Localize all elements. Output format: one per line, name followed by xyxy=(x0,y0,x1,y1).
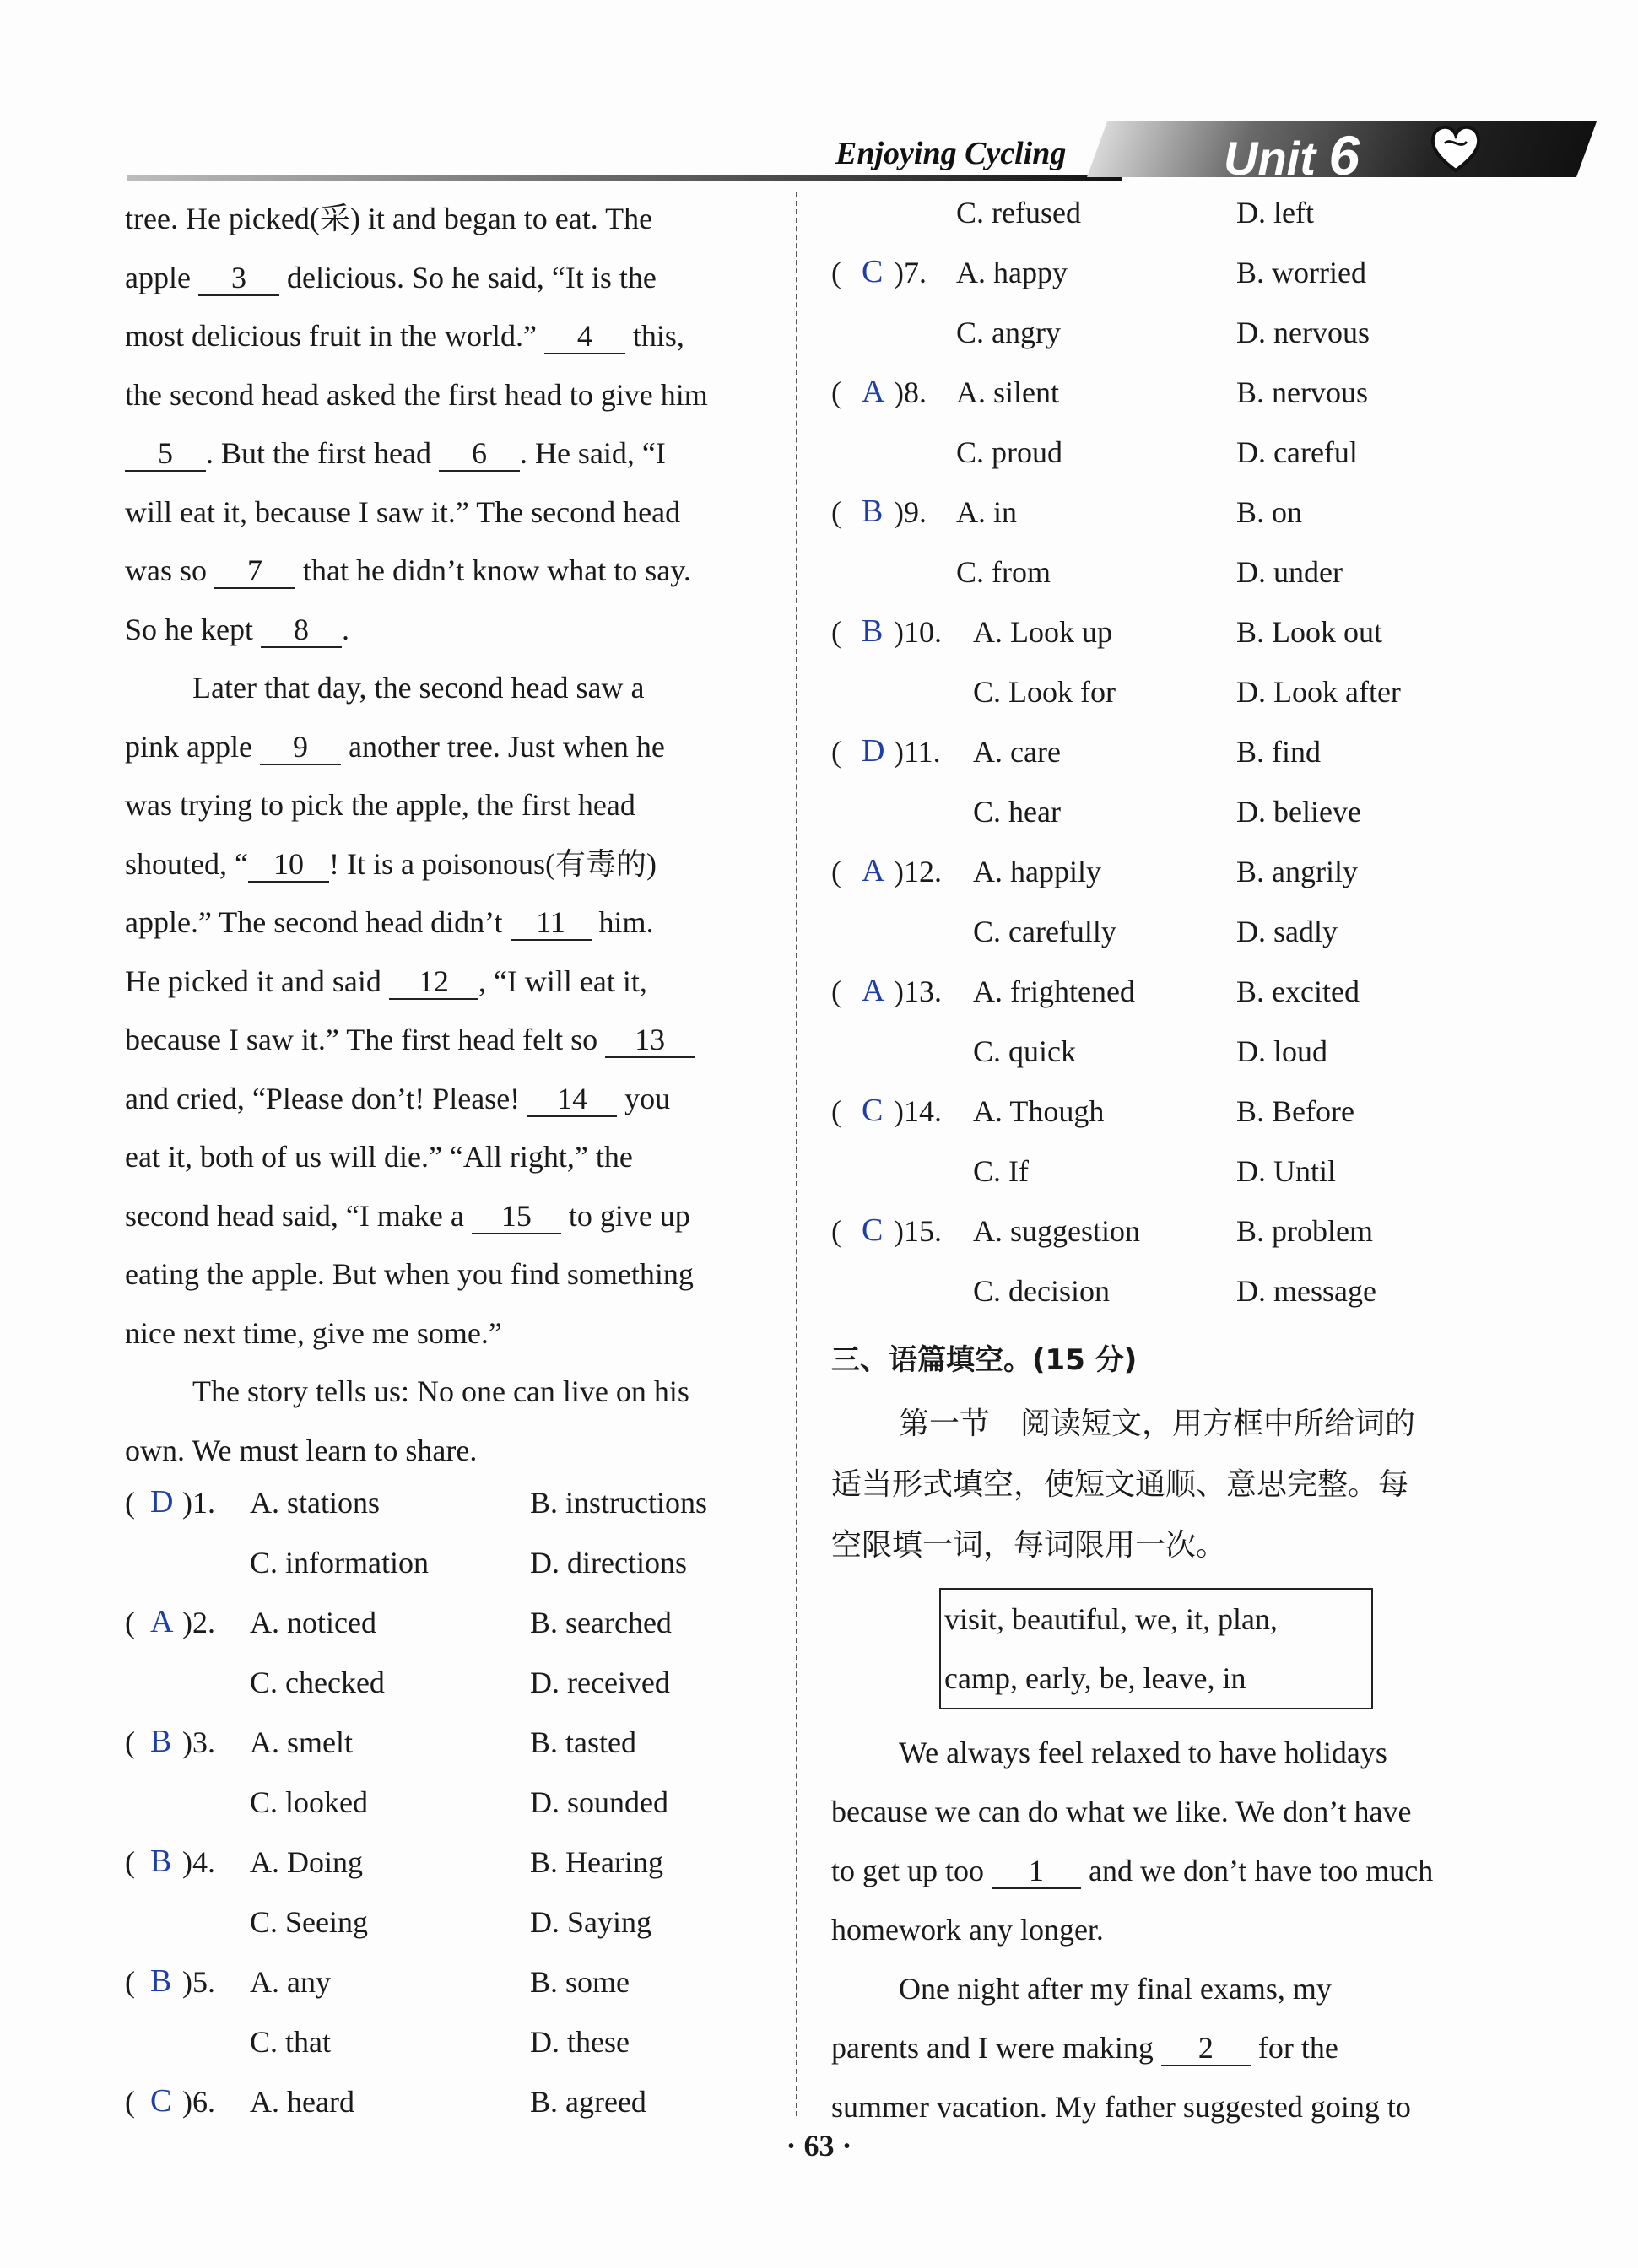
option-d: D. sounded xyxy=(530,1785,668,1819)
word-bank-line: visit, beautiful, we, it, plan, xyxy=(944,1602,1278,1636)
question-row-cont xyxy=(831,1029,1481,1088)
option-a: A. Look up xyxy=(973,615,1112,649)
option-b: B. instructions xyxy=(530,1486,708,1520)
option-a: A. heard xyxy=(250,2085,354,2119)
option-b: B. angrily xyxy=(1236,855,1358,888)
option-c: C. from xyxy=(956,555,1051,589)
header-rule xyxy=(127,176,1122,181)
unit-title xyxy=(1224,123,1360,187)
blank-10: 10 xyxy=(248,847,329,883)
answer: C xyxy=(862,1093,884,1128)
option-a: A. happy xyxy=(956,256,1068,289)
blank-8: 8 xyxy=(261,613,342,648)
word-bank-box xyxy=(939,1588,1373,1709)
option-a: A. suggestion xyxy=(973,1214,1140,1248)
blank-6: 6 xyxy=(439,436,520,472)
option-c: C. If xyxy=(973,1154,1029,1188)
question-row-cont xyxy=(125,1899,766,1959)
option-c: C. hear xyxy=(973,795,1061,829)
blank-4: 4 xyxy=(544,319,625,354)
question-row-cont xyxy=(831,310,1481,370)
option-d: D. left xyxy=(1236,196,1314,230)
blank-7: 7 xyxy=(214,554,295,589)
header-subtitle: Enjoying Cycling xyxy=(835,136,1067,171)
passage-paragraph-1: We always feel relaxed to have holidays because we can do what we like. We don’t have to get up too 1 and we don’t have too much homework any longer. xyxy=(831,1736,1434,1947)
question-row: ( B )9. A. in B. on xyxy=(831,494,1303,529)
option-b: B. nervous xyxy=(1236,375,1368,409)
column-divider xyxy=(796,192,799,2116)
question-row: ( C )6. A. heard B. agreed xyxy=(125,2083,646,2119)
question-row: ( B )5. A. any B. some xyxy=(125,1963,630,1999)
question-row-cont xyxy=(831,669,1481,729)
right-column xyxy=(831,190,1481,2136)
story-paragraph-2: Later that day, the second head saw a pink apple 9 another tree. Just when he was trying to pick the apple, the first head shouted, “ 10 ! It is a poisonous(有毒的) apple.” The second head didn’t 11 him. He picked it and said 12 , “I will eat it, because I saw it.” The first head felt so 13 and cried, “Please don’t! Please! 14 you eat it, both of us will die.” “All right,” the second head said, “I make a 15 to give up eating the apple. But when you find something nice next time, give me some.” xyxy=(125,671,694,1350)
blank-14: 14 xyxy=(527,1082,617,1117)
story-paragraph-3: The story tells us: No one can live on his own. We must learn to share. xyxy=(125,1374,689,1467)
question-row-cont xyxy=(831,1148,1481,1208)
question-list-right xyxy=(831,250,1481,1328)
blank-5: 5 xyxy=(125,436,206,472)
option-d: D. Saying xyxy=(530,1905,651,1939)
blank-2: 2 xyxy=(1161,2031,1251,2066)
option-b: B. worried xyxy=(1236,256,1366,289)
answer: B xyxy=(862,613,884,649)
question-row: ( C )15. A. suggestion B. problem xyxy=(831,1212,1373,1248)
option-d: D. these xyxy=(530,2025,630,2059)
unit-label: Unit xyxy=(1224,132,1316,185)
story-paragraph-1: tree. He picked(采) it and began to eat. The apple 3 delicious. So he said, “It is the most delicious fruit in the world.” 4 this, the second head asked the first head to give him 5 . But the first head 6 . He said, “I will eat it, because I saw it.” The second head was so 7 that he didn’t know what to say. So he kept 8 . xyxy=(125,202,708,646)
answer: D xyxy=(150,1484,174,1520)
option-d: D. loud xyxy=(1236,1034,1327,1068)
option-c: C. Seeing xyxy=(250,1905,368,1939)
option-a: A. happily xyxy=(973,855,1101,888)
question-row: ( B )3. A. smelt B. tasted xyxy=(125,1724,636,1759)
option-b: B. some xyxy=(530,1965,630,1999)
answer: B xyxy=(150,1844,172,1879)
question-row: ( D )11. A. care B. find xyxy=(831,733,1322,769)
blank-13: 13 xyxy=(605,1023,695,1058)
option-d: D. believe xyxy=(1236,795,1361,829)
option-a: A. any xyxy=(250,1965,331,1999)
option-c: C. refused xyxy=(956,196,1081,230)
option-a: A. frightened xyxy=(973,975,1135,1008)
question-row: ( A )2. A. noticed B. searched xyxy=(125,1604,672,1639)
blank-11: 11 xyxy=(511,905,592,941)
option-a: A. care xyxy=(973,735,1061,769)
option-a: A. smelt xyxy=(250,1725,353,1759)
answer: C xyxy=(862,254,884,289)
option-a: A. silent xyxy=(956,375,1059,409)
option-d: D. received xyxy=(530,1666,670,1699)
answer: A xyxy=(862,853,885,888)
open-paren: ( xyxy=(125,1486,135,1520)
option-c: C. carefully xyxy=(973,915,1116,948)
option-c: C. Look for xyxy=(973,675,1116,709)
option-d: D. Look after xyxy=(1236,675,1401,709)
question-row: ( B )10. A. Look up B. Look out xyxy=(831,613,1383,649)
option-c: C. that xyxy=(250,2025,331,2059)
question-row: ( A )12. A. happily B. angrily xyxy=(831,853,1358,888)
question-row: ( B )4. A. Doing B. Hearing xyxy=(125,1844,663,1879)
option-a: A. stations xyxy=(250,1486,381,1520)
word-bank-line: camp, early, be, leave, in xyxy=(944,1661,1246,1695)
question-row: ( D )1. A. stations B. instructions xyxy=(125,1484,708,1520)
question-row: ( C )7. A. happy B. worried xyxy=(831,254,1366,289)
question-row-cont xyxy=(125,2019,766,2079)
option-b: B. excited xyxy=(1236,975,1360,1008)
answer: C xyxy=(150,2083,172,2119)
option-b: B. on xyxy=(1236,495,1303,529)
section-title: 三、语篇填空。(15 分) xyxy=(831,1343,1138,1377)
option-c: C. decision xyxy=(973,1274,1110,1308)
question-row-cont xyxy=(125,1540,766,1600)
question-row-cont xyxy=(125,1779,766,1839)
question-row-cont xyxy=(831,429,1481,489)
option-b: B. Hearing xyxy=(530,1845,663,1879)
question-row-cont xyxy=(831,190,1481,250)
question-row: ( C )14. A. Though B. Before xyxy=(831,1093,1354,1128)
passage-paragraph-2: One night after my final exams, my parents and I were making 2 for the summer vacation. My father suggested going to xyxy=(831,1972,1411,2124)
option-d: D. Until xyxy=(1236,1154,1337,1188)
option-c: C. checked xyxy=(250,1666,385,1699)
option-c: C. angry xyxy=(956,316,1061,349)
option-c: C. quick xyxy=(973,1034,1076,1068)
question-row-cont xyxy=(831,1268,1481,1328)
option-a: A. in xyxy=(956,495,1017,529)
question-row-cont xyxy=(831,909,1481,969)
blank-12: 12 xyxy=(389,964,478,1000)
section-instructions: 第一节 阅读短文，用方框中所给词的 适当形式填空，使短文通顺、意思完整。每 空限填一词，每词限用一次。 xyxy=(831,1407,1416,1563)
option-a: A. Doing xyxy=(250,1845,363,1879)
answer: A xyxy=(862,973,885,1008)
blank-1: 1 xyxy=(992,1854,1081,1889)
answer: C xyxy=(862,1212,884,1248)
option-b: B. Before xyxy=(1236,1094,1354,1128)
question-row-cont xyxy=(831,789,1481,849)
option-b: B. searched xyxy=(530,1606,672,1639)
answer: B xyxy=(862,494,884,529)
blank-3: 3 xyxy=(198,261,279,296)
question-row-cont xyxy=(125,1660,766,1720)
option-d: D. careful xyxy=(1236,435,1358,469)
blank-9: 9 xyxy=(260,730,341,765)
option-b: B. problem xyxy=(1236,1214,1373,1248)
question-row: ( A )8. A. silent B. nervous xyxy=(831,374,1368,409)
answer: D xyxy=(862,733,885,769)
answer: B xyxy=(150,1724,172,1759)
question-list-left xyxy=(125,1480,766,2139)
answer: A xyxy=(862,374,885,409)
page-number: · 63 · xyxy=(786,2129,852,2163)
option-d: D. sadly xyxy=(1236,915,1338,948)
option-b: B. tasted xyxy=(530,1725,636,1759)
option-b: B. find xyxy=(1236,735,1322,769)
option-a: A. noticed xyxy=(250,1606,376,1639)
option-c: C. information xyxy=(250,1546,429,1580)
option-c: C. looked xyxy=(250,1785,368,1819)
option-c: C. proud xyxy=(956,435,1062,469)
option-b: B. agreed xyxy=(530,2085,646,2119)
answer: B xyxy=(150,1963,172,1999)
heart-icon xyxy=(1426,118,1485,177)
option-d: D. directions xyxy=(530,1546,687,1580)
page-header xyxy=(127,118,1477,186)
answer: A xyxy=(150,1604,174,1639)
left-column xyxy=(125,190,766,2139)
option-d: D. nervous xyxy=(1236,316,1370,349)
question-row: ( A )13. A. frightened B. excited xyxy=(831,973,1360,1008)
option-d: D. under xyxy=(1236,555,1343,589)
question-row-cont xyxy=(831,549,1481,609)
blank-15: 15 xyxy=(472,1199,561,1234)
option-a: A. Though xyxy=(973,1094,1105,1128)
unit-number: 6 xyxy=(1328,124,1360,186)
option-d: D. message xyxy=(1236,1274,1376,1308)
option-b: B. Look out xyxy=(1236,615,1383,649)
